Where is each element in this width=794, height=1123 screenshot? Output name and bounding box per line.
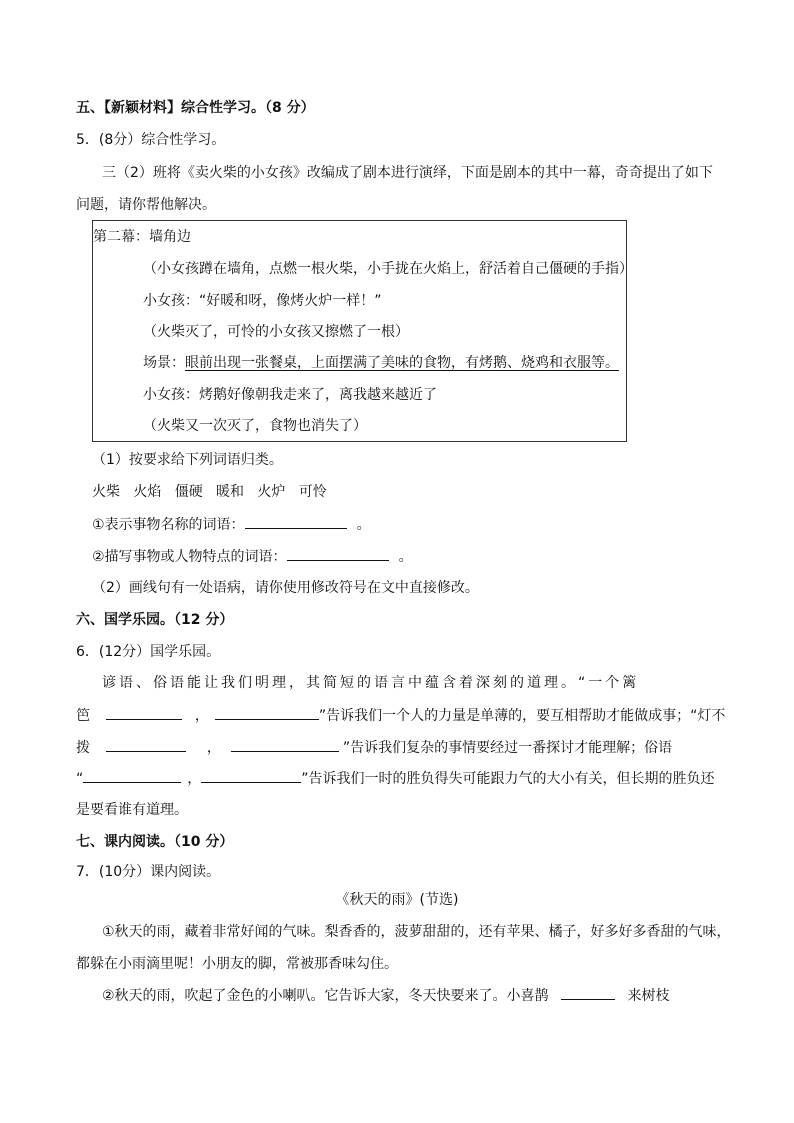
item-1-end: 。 bbox=[356, 517, 371, 533]
question-5-intro-line2: 问题，请你帮他解决。 bbox=[76, 197, 216, 213]
script-stage-direction-1: （小女孩蹲在墙角，点燃一根火柴，小手拢在火焰上，舒活着自己僵硬的手指） bbox=[143, 261, 633, 277]
proverb-3-open-quote: “ bbox=[76, 771, 84, 787]
question-6-para-line4 bbox=[76, 768, 715, 789]
proverb-2-lead: 拨 bbox=[76, 740, 90, 756]
underlined-sentence[interactable]: 眼前出现一张餐桌，上面摆满了美味的食物，有烤鹅、烧鸡和衣服等。 bbox=[185, 355, 619, 371]
proverb-1-lead: 笆 bbox=[76, 708, 90, 724]
proverb-1-blank-a[interactable] bbox=[106, 705, 182, 720]
item-1-label: ①表示事物名称的词语： bbox=[92, 517, 245, 533]
script-dialogue-1: 小女孩：“好暖和呀，像烤火炉一样！” bbox=[143, 293, 382, 309]
question-5-sub2: （2）画线句有一处语病，请你使用修改符号在文中直接修改。 bbox=[92, 580, 479, 596]
question-6-para-line1: 谚语、俗语能让我们明理，其简短的语言中蕴含着深刻的道理。“一个篱 bbox=[102, 675, 640, 691]
item-1-row bbox=[92, 514, 371, 535]
question-6-para-line2 bbox=[76, 705, 725, 726]
word-list: 火柴 火焰 僵硬 暖和 火炉 可怜 bbox=[92, 484, 327, 500]
item-2-row bbox=[92, 546, 413, 567]
item-1-answer-blank[interactable] bbox=[245, 514, 347, 529]
section-5-title: 五、【新颖材料】综合性学习。（8 分） bbox=[76, 100, 315, 116]
section-6-title: 六、国学乐园。（12 分） bbox=[76, 612, 234, 628]
script-scene-heading: 第二幕：墙角边 bbox=[93, 229, 191, 245]
script-scene-description bbox=[143, 353, 619, 373]
item-2-end: 。 bbox=[398, 549, 413, 565]
item-2-answer-blank[interactable] bbox=[287, 546, 389, 561]
proverb-2-explanation: ”告诉我们复杂的事情要经过一番探讨才能理解；俗语 bbox=[342, 740, 673, 756]
script-stage-direction-2: （火柴灭了，可怜的小女孩又擦燃了一根） bbox=[143, 324, 409, 340]
passage-para1-line1: ①秋天的雨，藏着非常好闻的气味。梨香香的，菠萝甜甜的，还有苹果、橘子，好多好多香甜的气味， bbox=[102, 924, 731, 940]
proverb-3-blank-b[interactable] bbox=[201, 768, 301, 783]
passage-para2-text: ②秋天的雨，吹起了金色的小喇叭。它告诉大家，冬天快要来了。小喜鹊 bbox=[102, 988, 549, 1004]
proverb-3-comma: ， bbox=[187, 771, 202, 787]
question-7-number: 7．(10分）课内阅读。 bbox=[76, 864, 221, 880]
proverb-1-blank-b[interactable] bbox=[215, 705, 319, 720]
passage-title: 《秋天的雨》(节选) bbox=[335, 892, 459, 908]
question-5-sub1: （1）按要求给下列词语归类。 bbox=[92, 452, 283, 468]
question-6-para-line3 bbox=[76, 737, 672, 758]
script-stage-direction-3: （火柴又一次灭了，食物也消失了） bbox=[143, 418, 367, 434]
item-2-label: ②描写事物或人物特点的词语： bbox=[92, 549, 287, 565]
passage-para1-line2: 都躲在小雨滴里呢！小朋友的脚，常被那香味勾住。 bbox=[76, 956, 398, 972]
proverb-2-comma: ， bbox=[206, 740, 221, 756]
question-6-para-line5: 是要看谁有道理。 bbox=[76, 802, 188, 818]
script-box bbox=[92, 220, 633, 442]
passage-blank[interactable] bbox=[561, 985, 615, 1000]
proverb-1-comma: ， bbox=[194, 708, 209, 724]
proverb-3-explanation: ”告诉我们一时的胜负得失可能跟力气的大小有关，但长期的胜负还 bbox=[301, 771, 715, 787]
section-7-title: 七、课内阅读。（10 分） bbox=[76, 834, 234, 850]
question-5-number: 5．(8分）综合性学习。 bbox=[76, 132, 226, 148]
passage-para2-line1 bbox=[102, 985, 669, 1006]
script-scene-label: 场景： bbox=[143, 355, 185, 371]
proverb-1-explanation: ”告诉我们一个人的力量是单薄的，要互相帮助才能做成事；“灯不 bbox=[318, 708, 726, 724]
question-5-intro-line1: 三（2）班将《卖火柴的小女孩》改编成了剧本进行演绎，下面是剧本的其中一幕，奇奇提出了如下 bbox=[102, 165, 713, 181]
proverb-2-blank-b[interactable] bbox=[231, 737, 339, 752]
passage-para2-end: 来树枝 bbox=[627, 988, 670, 1004]
script-dialogue-2: 小女孩：烤鹅好像朝我走来了，离我越来越近了 bbox=[143, 387, 437, 403]
proverb-3-blank-a[interactable] bbox=[83, 768, 181, 783]
question-6-number: 6．(12分）国学乐园。 bbox=[76, 644, 221, 660]
proverb-2-blank-a[interactable] bbox=[106, 737, 186, 752]
